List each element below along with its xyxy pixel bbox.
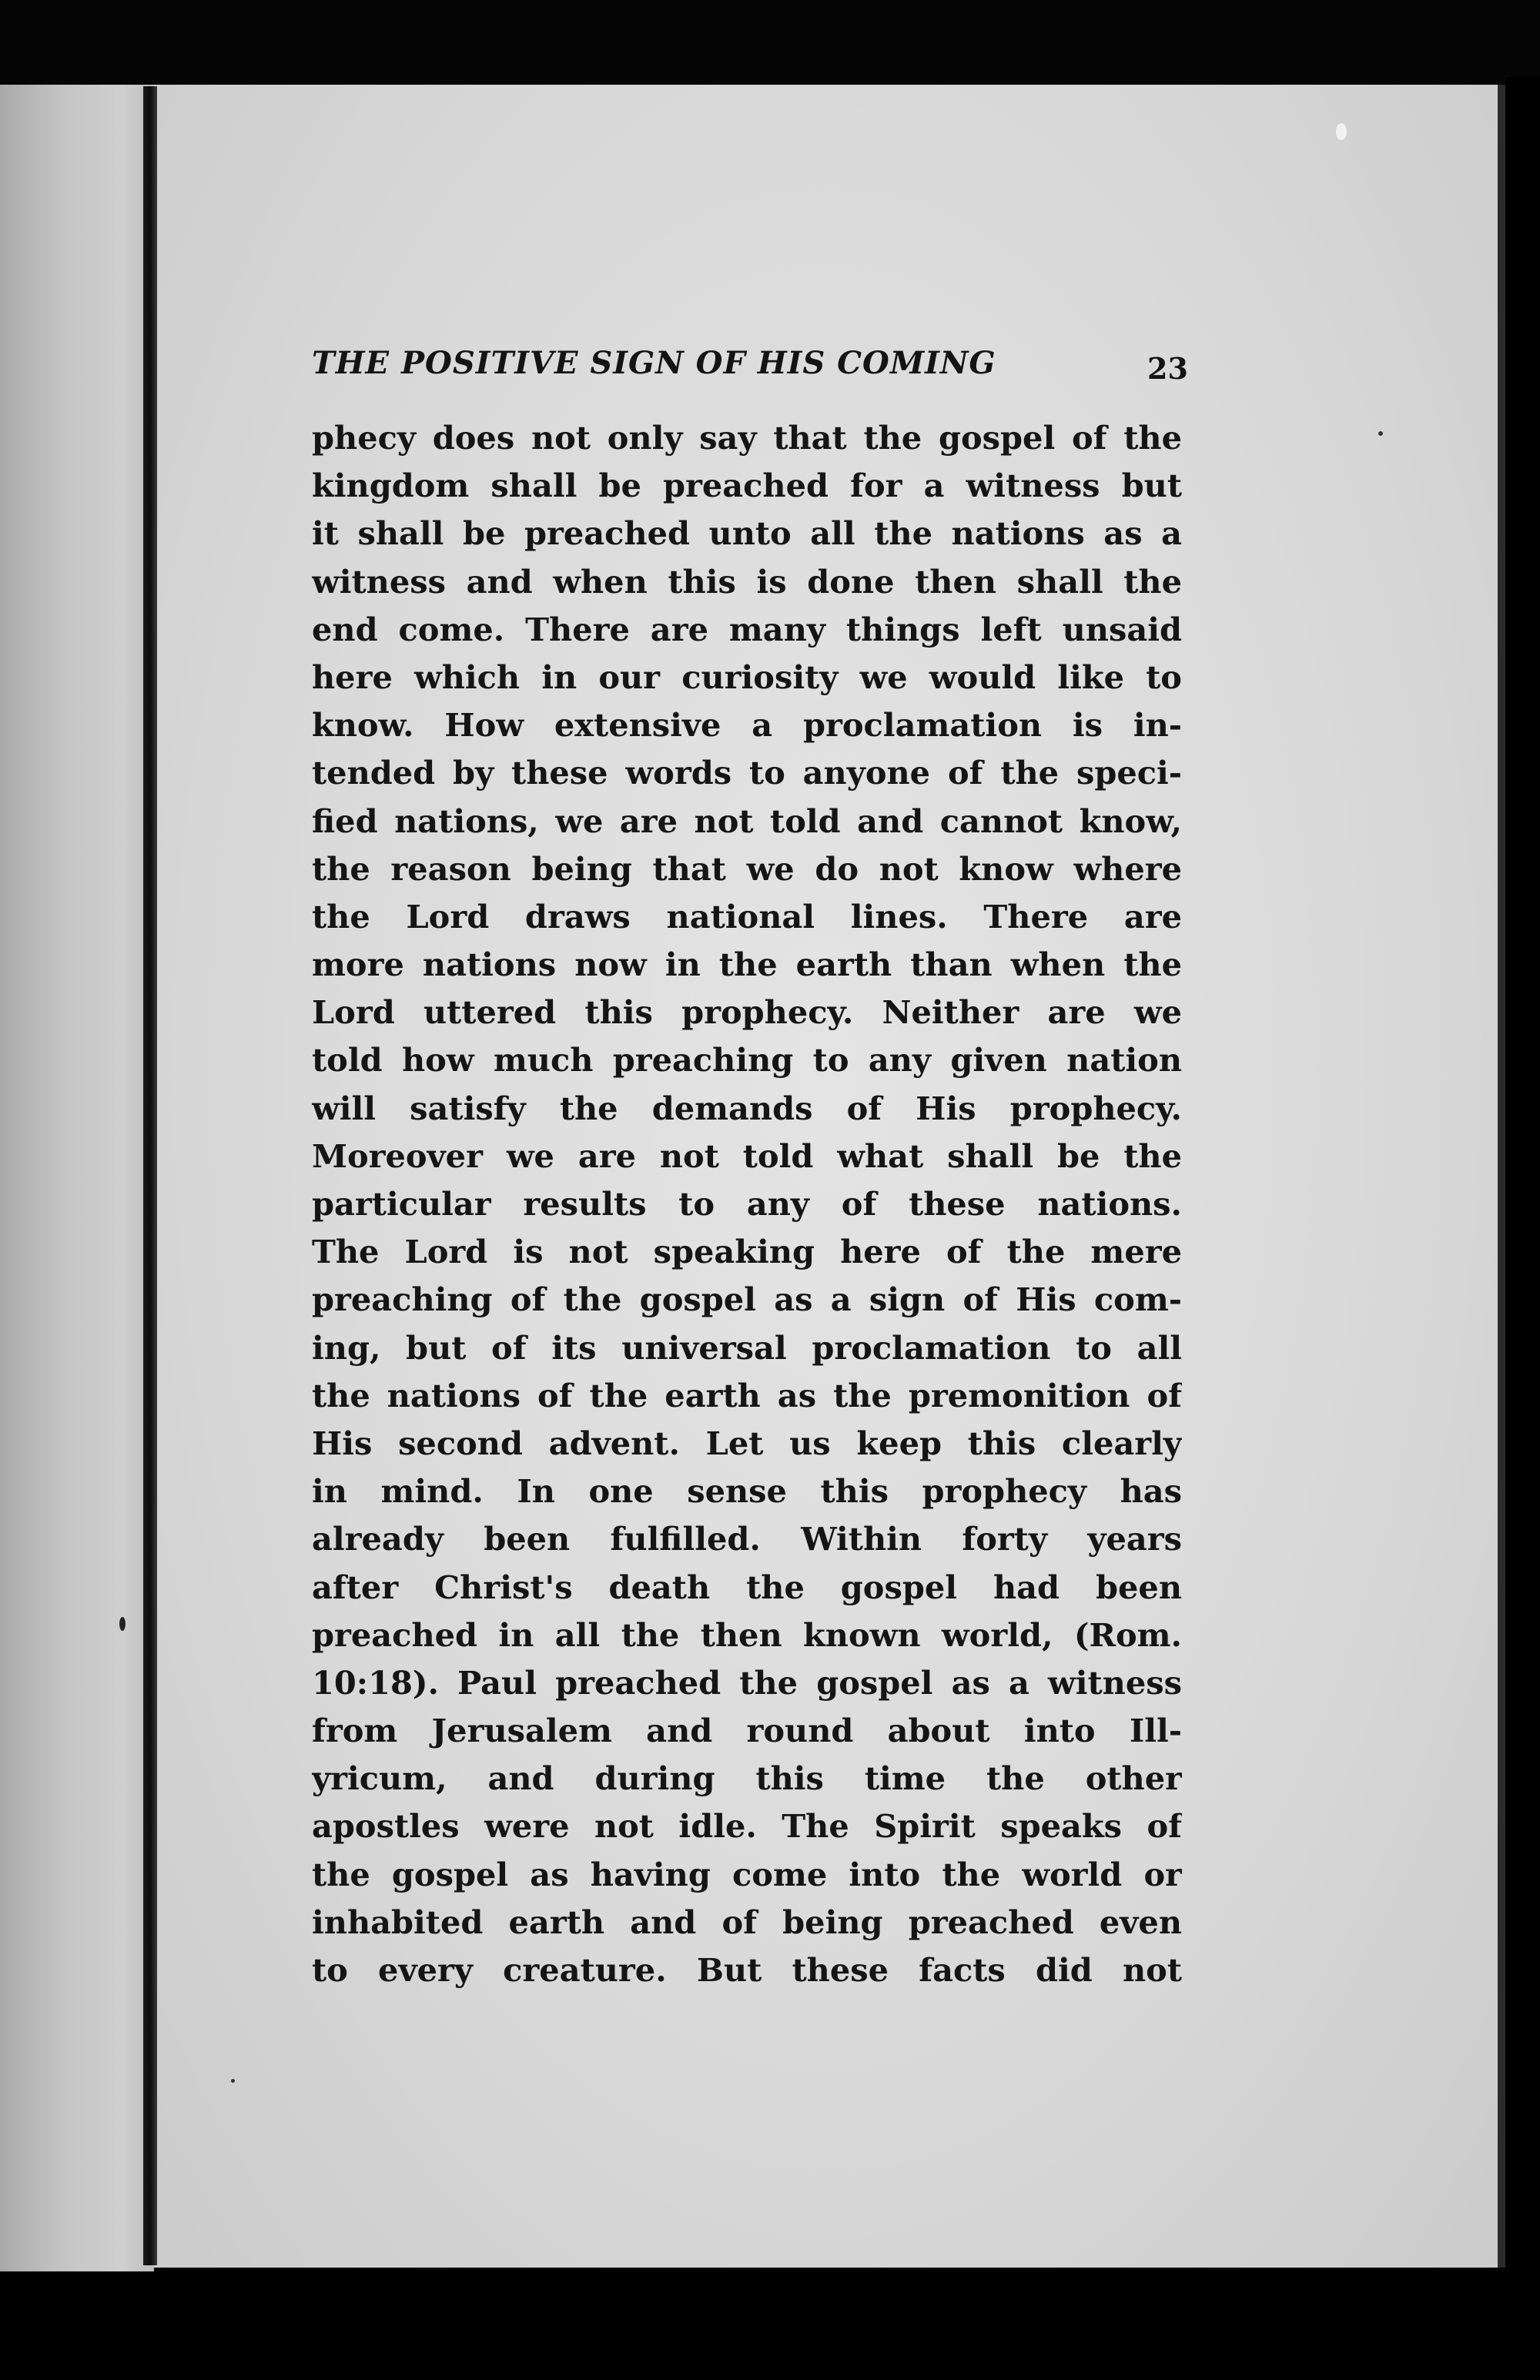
text-line: it shall be preached unto all the nations as a — [312, 514, 1182, 553]
text-line: particular results to any of these nations. — [312, 1185, 1182, 1223]
scan-speck — [231, 2079, 235, 2083]
text-line: the gospel as having come into the world or — [312, 1855, 1182, 1893]
text-line: to every creature. But these facts did not — [312, 1951, 1182, 1989]
text-line: already been fulfilled. Within forty years — [312, 1520, 1182, 1558]
text-line: kingdom shall be preached for a witness but — [312, 467, 1182, 505]
facing-page-edge — [0, 85, 154, 2271]
scan-speck — [119, 1617, 126, 1631]
text-line: will satisfy the demands of His prophecy. — [312, 1089, 1182, 1127]
text-line: after Christ's death the gospel had been — [312, 1568, 1182, 1606]
text-line: told how much preaching to any given nation — [312, 1041, 1182, 1080]
book-gutter — [143, 86, 157, 2265]
scan-top-border — [0, 0, 1540, 91]
text-line: in mind. In one sense this prophecy has — [312, 1472, 1182, 1511]
text-line: the Lord draws national lines. There are — [312, 897, 1182, 936]
text-line: witness and when this is done then shall the — [312, 562, 1182, 601]
scan-right-border — [1505, 77, 1540, 2380]
text-line: apostles were not idle. The Spirit speaks of — [312, 1807, 1182, 1846]
text-line: phecy does not only say that the gospel of the — [312, 419, 1182, 457]
text-line: preached in all the then known world, (Rom. — [312, 1615, 1182, 1654]
body-text — [312, 414, 1182, 1994]
text-line: tended by these words to anyone of the speci- — [312, 754, 1182, 792]
text-line: The Lord is not speaking here of the mere — [312, 1233, 1182, 1271]
text-line: preaching of the gospel as a sign of His com- — [312, 1280, 1182, 1319]
text-line: Moreover we are not told what shall be the — [312, 1136, 1182, 1175]
text-line: from Jerusalem and round about into Ill- — [312, 1712, 1182, 1750]
scan-bottom-border — [0, 2271, 1540, 2380]
running-header: THE POSITIVE SIGN OF HIS COMING — [312, 345, 996, 381]
text-line: inhabited earth and of being preached even — [312, 1903, 1182, 1941]
text-line: here which in our curiosity we would like to — [312, 658, 1182, 696]
text-line: 10:18). Paul preached the gospel as a witness — [312, 1663, 1182, 1702]
text-line: end come. There are many things left unsaid — [312, 610, 1182, 648]
scan-speck — [1336, 123, 1347, 140]
text-line: yricum, and during this time the other — [312, 1759, 1182, 1798]
scan-speck — [1378, 431, 1383, 436]
text-line: Lord uttered this prophecy. Neither are we — [312, 993, 1182, 1032]
text-line: more nations now in the earth than when the — [312, 946, 1182, 984]
text-line: His second advent. Let us keep this clearly — [312, 1424, 1182, 1462]
text-line: the nations of the earth as the premonition of — [312, 1376, 1182, 1414]
text-line: know. How extensive a proclamation is in- — [312, 706, 1182, 745]
text-line: ing, but of its universal proclamation to all — [312, 1328, 1182, 1367]
text-line: the reason being that we do not know where — [312, 849, 1182, 888]
page-number: 23 — [1147, 351, 1188, 386]
text-line: fied nations, we are not told and cannot know, — [312, 802, 1182, 840]
